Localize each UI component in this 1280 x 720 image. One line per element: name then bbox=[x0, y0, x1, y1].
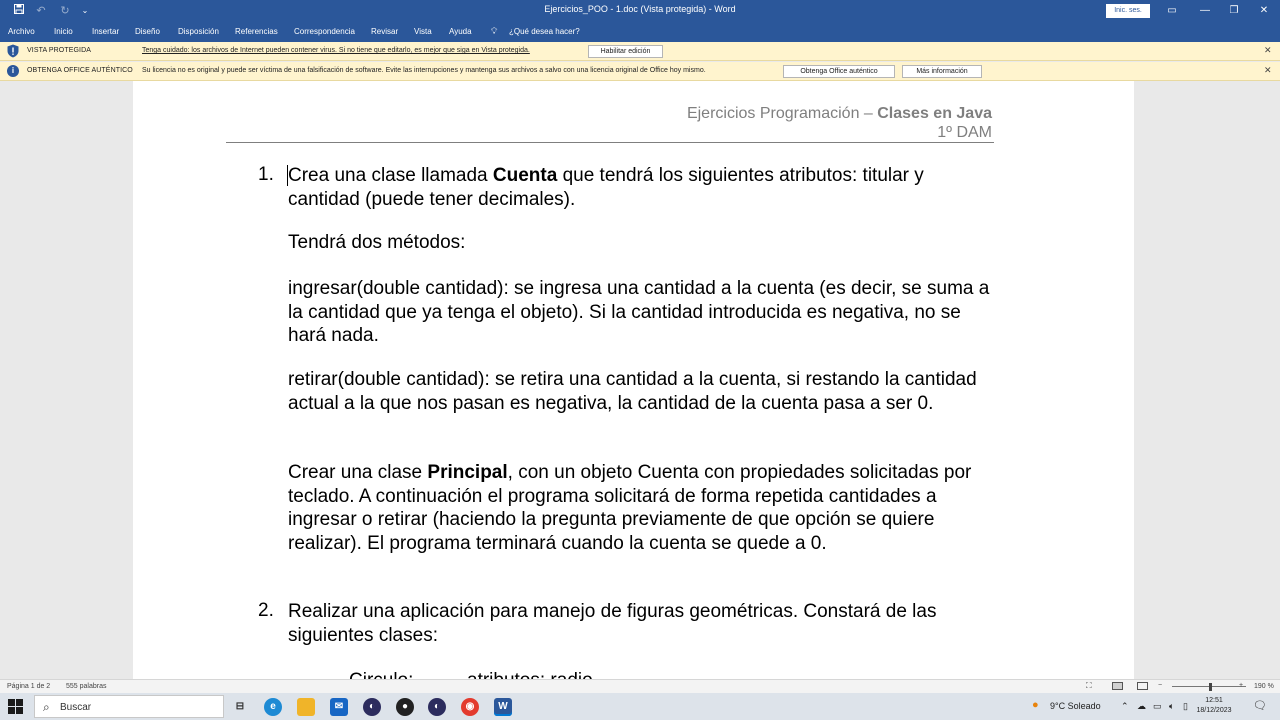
taskbar-search-box[interactable] bbox=[34, 695, 224, 718]
taskbar-clock[interactable] bbox=[1196, 696, 1232, 716]
genuine-office-label: OBTENGA OFFICE AUTÉNTICO bbox=[27, 67, 133, 74]
redo-icon[interactable]: ↻ bbox=[60, 5, 70, 17]
battery-icon[interactable]: ▯ bbox=[1183, 701, 1188, 711]
weather-text[interactable]: 9°C Soleado bbox=[1050, 701, 1101, 711]
protected-view-label: VISTA PROTEGIDA bbox=[27, 47, 91, 54]
page-header-course: 1º DAM bbox=[937, 124, 992, 141]
print-layout-icon[interactable] bbox=[1137, 682, 1148, 692]
read-mode-icon[interactable] bbox=[1112, 682, 1123, 692]
tab-vista[interactable]: Vista bbox=[414, 27, 432, 36]
ribbon-tabs bbox=[0, 22, 1280, 42]
clock-date: 18/12/2023 bbox=[1196, 707, 1232, 714]
mail-icon[interactable]: ✉ bbox=[330, 698, 348, 716]
zoom-in-icon[interactable]: + bbox=[1239, 682, 1244, 689]
exercise-1-ingresar: ingresar(double cantidad): se ingresa una cantidad a la cuenta (es decir, se suma a la cantidad que ya tenga el objeto). Si la cantidad introducida es negativa, no se hará nada. bbox=[288, 278, 990, 346]
chevron-up-icon[interactable]: ⌃ bbox=[1121, 701, 1129, 711]
close-icon[interactable]: ✕ bbox=[1264, 45, 1272, 55]
tab-inicio[interactable]: Inicio bbox=[54, 27, 73, 36]
class-name-principal: Principal bbox=[427, 462, 508, 483]
exercise-1-principal bbox=[288, 461, 998, 555]
tab-insertar[interactable]: Insertar bbox=[92, 27, 120, 36]
restore-icon[interactable]: ❐ bbox=[1229, 5, 1239, 16]
search-placeholder: Buscar bbox=[60, 702, 92, 713]
edge-icon[interactable]: e bbox=[264, 698, 282, 716]
shield-icon bbox=[7, 44, 19, 60]
minimize-icon[interactable]: — bbox=[1200, 5, 1210, 16]
ribbon-display-options-icon[interactable]: ▭ bbox=[1167, 5, 1177, 16]
document-area[interactable] bbox=[0, 81, 1280, 679]
tab-ayuda[interactable]: Ayuda bbox=[449, 27, 472, 36]
list-number: 2. bbox=[258, 600, 274, 621]
notifications-icon[interactable]: 🗨︎ bbox=[1253, 700, 1267, 712]
page-count[interactable]: Página 1 de 2 bbox=[7, 683, 51, 690]
tab-revisar[interactable]: Revisar bbox=[371, 27, 399, 36]
genuine-office-bar bbox=[0, 62, 1280, 81]
tab-archivo[interactable]: Archivo bbox=[8, 27, 35, 36]
taskbar bbox=[0, 693, 1280, 720]
exercise-1-methods-heading: Tendrá dos métodos: bbox=[288, 232, 466, 253]
status-bar bbox=[0, 679, 1280, 693]
tab-correspondencia[interactable]: Correspondencia bbox=[294, 27, 355, 36]
document-page[interactable] bbox=[133, 81, 1134, 701]
task-view-icon[interactable]: ⊟ bbox=[235, 701, 245, 712]
protected-view-bar bbox=[0, 42, 1280, 61]
sign-in-button[interactable]: Inic. ses. bbox=[1106, 4, 1150, 18]
header-divider bbox=[226, 142, 994, 143]
exercise-2-intro: Realizar una aplicación para manejo de figuras geométricas. Constará de las siguientes clases: bbox=[288, 601, 937, 646]
windows-start-icon[interactable] bbox=[8, 699, 24, 715]
file-explorer-icon[interactable] bbox=[297, 698, 315, 716]
protected-view-message[interactable]: Tenga cuidado: los archivos de Internet pueden contener virus. Si no tiene que editarlo, es mejor que siga en Vista protegida. bbox=[142, 47, 530, 54]
genuine-office-message: Su licencia no es original y puede ser víctima de una falsificación de software. Evite las interrupciones y mantenga sus archivos a salvo con una licencia original de Office hoy mismo. bbox=[142, 67, 706, 74]
clock-time: 12:51 bbox=[1205, 697, 1223, 704]
get-genuine-office-button[interactable]: Obtenga Office auténtico bbox=[783, 65, 895, 78]
chrome-icon[interactable]: ◉ bbox=[461, 698, 479, 716]
tell-me-search[interactable]: ¿Qué desea hacer? bbox=[509, 27, 580, 36]
tab-diseno[interactable]: Diseño bbox=[135, 27, 160, 36]
header-bold: Clases en Java bbox=[877, 105, 992, 122]
weather-icon: ● bbox=[1032, 699, 1039, 711]
title-bar bbox=[0, 0, 1280, 22]
zoom-out-icon[interactable]: − bbox=[1158, 682, 1163, 689]
exercise-1-intro bbox=[288, 164, 998, 211]
page-header-title bbox=[687, 105, 992, 123]
text-run: , con un objeto Cuenta con propiedades solicitadas por teclado. A continuación el programa solicitará de forma repetida cantidades a ingresar o retirar (haciendo la pregunta previamente de que opción se quiere realizar). El programa terminará cuando la cuenta se quede a 0. bbox=[288, 462, 972, 554]
text-run: Crea una clase llamada bbox=[288, 165, 493, 186]
header-prefix: Ejercicios Programación – bbox=[686, 105, 878, 122]
more-info-button[interactable]: Más información bbox=[902, 65, 982, 78]
close-icon[interactable]: ✕ bbox=[1259, 5, 1269, 16]
zoom-level[interactable]: 190 % bbox=[1254, 683, 1274, 690]
enable-editing-button[interactable]: Habilitar edición bbox=[588, 45, 663, 58]
zoom-slider-thumb[interactable] bbox=[1209, 683, 1212, 691]
lightbulb-icon: 💡︎ bbox=[491, 26, 498, 36]
word-count[interactable]: 555 palabras bbox=[66, 683, 107, 690]
app-icon[interactable]: ● bbox=[396, 698, 414, 716]
save-icon[interactable] bbox=[11, 3, 27, 19]
eclipse-icon[interactable]: ◐ bbox=[428, 698, 446, 716]
class-name-cuenta: Cuenta bbox=[492, 165, 558, 186]
cloud-icon[interactable]: ☁ bbox=[1137, 701, 1146, 711]
close-icon[interactable]: ✕ bbox=[1264, 65, 1272, 75]
text-run: Crear una clase bbox=[288, 462, 428, 483]
tab-referencias[interactable]: Referencias bbox=[235, 27, 278, 36]
network-icon[interactable]: ▭ bbox=[1153, 701, 1162, 711]
text-run: que tendrá los siguientes atributos: titular y cantidad (puede tener decimales). bbox=[288, 165, 924, 210]
word-icon[interactable]: W bbox=[494, 698, 512, 716]
list-number: 1. bbox=[258, 164, 274, 185]
tab-disposicion[interactable]: Disposición bbox=[178, 27, 219, 36]
customize-qat-icon[interactable]: ⌄ bbox=[81, 6, 89, 15]
search-icon: ⌕ bbox=[43, 700, 50, 714]
eclipse-icon[interactable]: ◐ bbox=[363, 698, 381, 716]
volume-icon[interactable]: 🔈︎ bbox=[1169, 701, 1175, 711]
window-title: Ejercicios_POO - 1.doc (Vista protegida) - Word bbox=[544, 4, 736, 14]
info-icon: i bbox=[7, 65, 19, 77]
undo-icon[interactable]: ↶ bbox=[36, 5, 46, 17]
focus-mode-icon[interactable]: ⛶ bbox=[1086, 681, 1092, 690]
exercise-1-retirar: retirar(double cantidad): se retira una cantidad a la cuenta, si restando la cantidad actual a la que nos pasan es negativa, la cantidad de la cuenta pasa a ser 0. bbox=[288, 369, 977, 414]
